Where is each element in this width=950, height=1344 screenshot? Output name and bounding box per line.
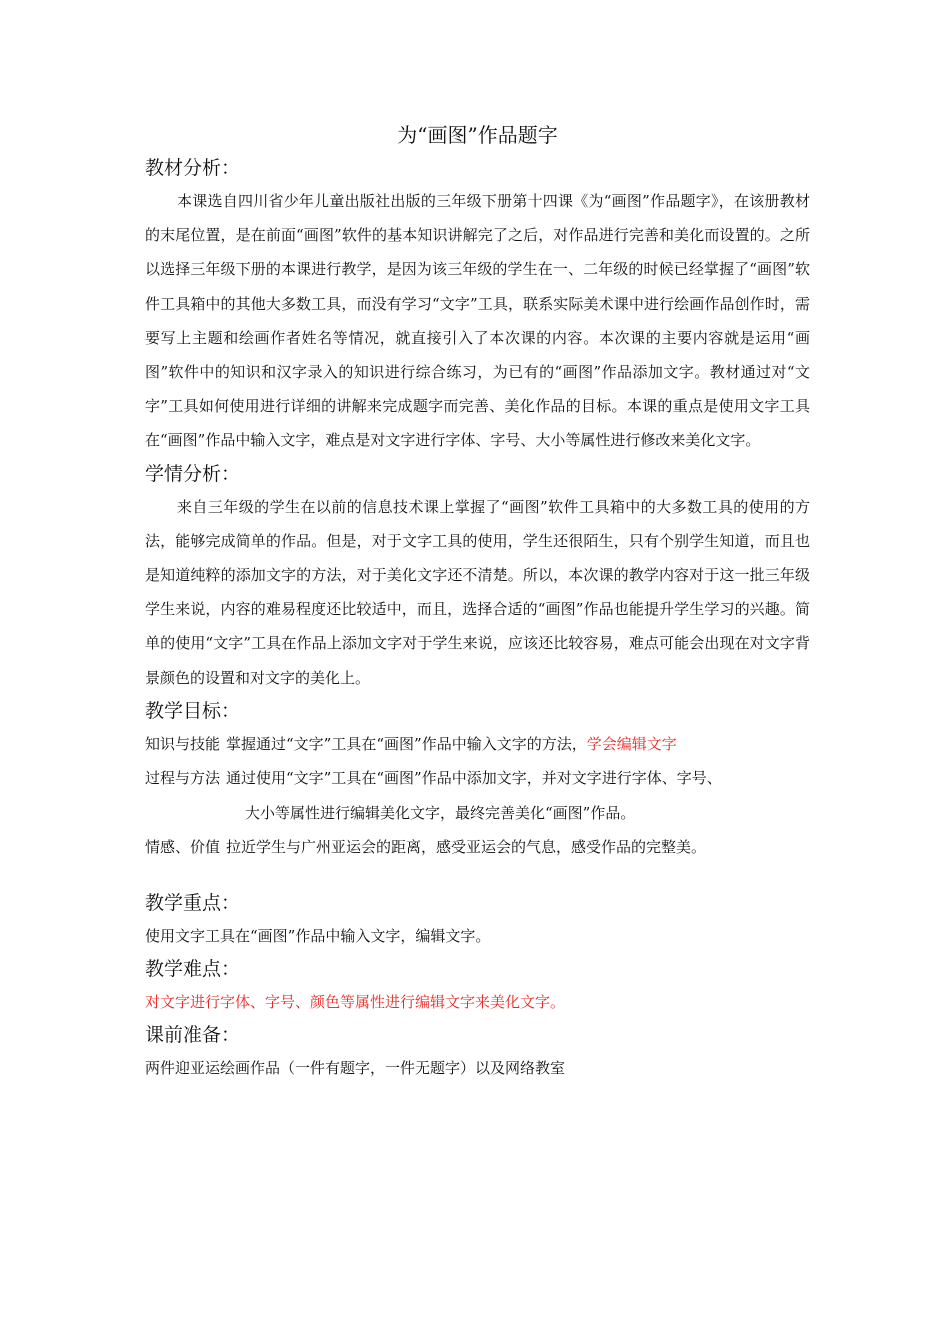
goal-knowledge-skills — [145, 727, 810, 762]
goal-process-method-continued: 大小等属性进行编辑美化文字，最终完善美化“画图”作品。 — [245, 803, 636, 822]
key-points-text: 使用文字工具在“画图”作品中输入文字，编辑文字。 — [145, 926, 491, 945]
goal-process-method-text: 通过使用“文字”工具在“画图”作品中添加文字，并对文字进行字体、字号、 — [226, 769, 722, 788]
section-heading-student-analysis: 学情分析： — [145, 462, 241, 485]
goal-emotion-value-label: 情感、价值 — [145, 838, 221, 857]
difficulties-text: 对文字进行字体、字号、颜色等属性进行编辑文字来美化文字。 — [145, 992, 566, 1011]
document-page — [145, 118, 810, 1085]
section-heading-teaching-goals: 教学目标： — [145, 699, 241, 722]
goal-knowledge-skills-text: 掌握通过“文字”工具在“画图”作品中输入文字的方法， — [226, 734, 587, 753]
textbook-analysis-paragraph: 本课选自四川省少年儿童出版社出版的三年级下册第十四课《为“画图”作品题字》，在该册教材的末尾位置，是在前面“画图”软件的基本知识讲解完了之后，对作品进行完善和美化而设置的。之所以选择三年级下册的本课进行教学，是因为该三年级的学生在一、二年级的时候已经掌握了“画图”软件工具箱中的其他大多数工具，而没有学习“文字”工具，联系实际美术课中进行绘画作品创作时，需要写上主题和绘画作者姓名等情况，就直接引入了本次课的内容。本次课的主要内容就是运用“画图”软件中的知识和汉字录入的知识进行综合练习，为已有的“画图”作品添加文字。教材通过对“文字”工具如何使用进行详细的讲解来完成题字而完善、美化作品的目标。本课的重点是使用文字工具在“画图”作品中输入文字，难点是对文字进行字体、字号、大小等属性进行修改来美化文字。 — [145, 192, 810, 450]
spacer — [145, 865, 810, 887]
student-analysis-paragraph: 来自三年级的学生在以前的信息技术课上掌握了“画图”软件工具箱中的大多数工具的使用的方法，能够完成简单的作品。但是，对于文字工具的使用，学生还很陌生，只有个别学生知道，而且也是知道纯粹的添加文字的方法，对于美化文字还不清楚。所以，本次课的教学内容对于这一批三年级学生来说，内容的难易程度还比较适中，而且，选择合适的“画图”作品也能提升学生学习的兴趣。简单的使用“文字”工具在作品上添加文字对于学生来说，应该还比较容易，难点可能会出现在对文字背景颜色的设置和对文字的美化上。 — [145, 497, 810, 687]
goal-knowledge-skills-highlight: 学会编辑文字 — [586, 734, 677, 753]
section-heading-textbook-analysis: 教材分析： — [145, 157, 241, 179]
section-heading-preparation: 课前准备： — [145, 1023, 241, 1046]
section-heading-key-points: 教学重点： — [145, 891, 241, 914]
preparation-text: 两件迎亚运绘画作品（一件有题字，一件无题字）以及网络教室 — [145, 1058, 566, 1077]
goal-emotion-value — [145, 830, 810, 865]
section-heading-difficulties: 教学难点： — [145, 957, 241, 980]
goal-emotion-value-text: 拉近学生与广州亚运会的距离，感受亚运会的气息，感受作品的完整美。 — [226, 838, 707, 857]
goal-knowledge-skills-label: 知识与技能 — [145, 734, 221, 753]
goal-process-method-label: 过程与方法 — [145, 769, 221, 788]
document-title: 为“画图”作品题字 — [397, 123, 558, 147]
goal-process-method — [145, 761, 810, 796]
